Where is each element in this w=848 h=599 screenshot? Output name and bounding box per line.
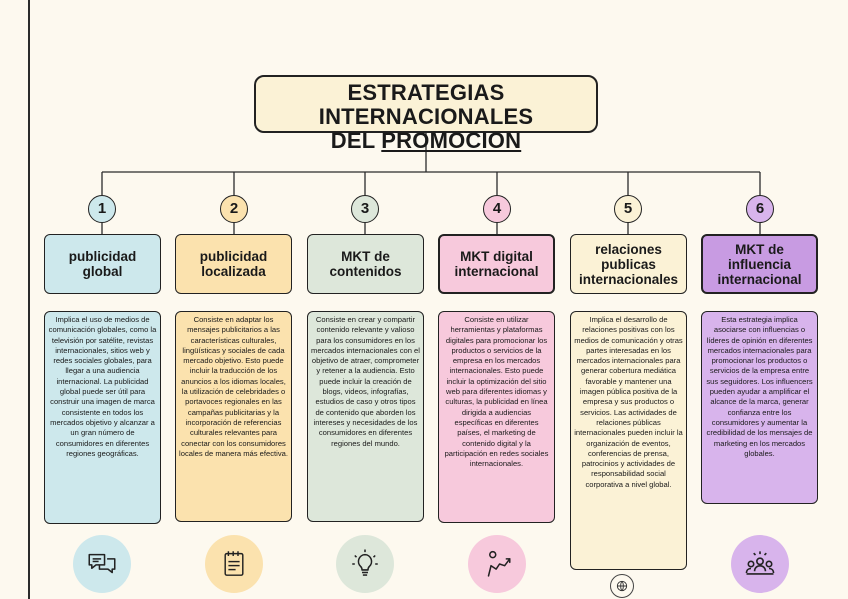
strategy-heading-4: MKT digital internacional: [438, 234, 555, 294]
diagram-title: [254, 75, 598, 153]
small-globe-icon: [610, 574, 634, 598]
strategy-heading-3: MKT de contenidos: [307, 234, 424, 294]
strategy-heading-1: publicidad global: [44, 234, 161, 294]
chat-bubbles-icon: [73, 535, 131, 593]
step-number-3: 3: [351, 195, 379, 223]
title-line-2: [256, 129, 596, 153]
strategy-heading-5: relaciones publicas internacionales: [570, 234, 687, 294]
strategy-description-3: Consiste en crear y compartir contenido relevante y valioso para los consumidores en los mercados internacionales con el objetivo de atraer, comprometer y retener a la audiencia. Esto puede incluir la creación de blogs, videos, infografías, estudios de caso y otros tipos de contenido que aborden los intereses y necesidades de los consumidores en diferentes regiones del mundo.: [307, 311, 424, 522]
step-number-6: 6: [746, 195, 774, 223]
step-number-4: 4: [483, 195, 511, 223]
strategy-heading-6: MKT de influencia internacional: [701, 234, 818, 294]
strategy-description-4: Consiste en utilizar herramientas y plataformas digitales para promocionar los productos o servicios de la empresa en los mercados internacionales. Esto puede incluir la optimización del sitio web para diferentes idiomas y culturas, la publicidad en línea dirigida a audiencias específicas en diferentes países, el marketing de contenido digital y la participación en redes sociales internacionales.: [438, 311, 555, 523]
step-number-5: 5: [614, 195, 642, 223]
notepad-icon: [205, 535, 263, 593]
title-line-2-prefix: DEL: [330, 128, 382, 153]
title-line-1: ESTRATEGIAS INTERNACIONALES: [318, 80, 534, 129]
growth-person-icon: [468, 535, 526, 593]
strategy-heading-2: publicidad localizada: [175, 234, 292, 294]
strategy-description-5: Implica el desarrollo de relaciones positivas con los medios de comunicación y otras partes interesadas en los mercados internacionales para generar cobertura mediática favorable y mantener una imagen pública positiva de la empresa y sus productos o servicios. Las actividades de relaciones públicas internacionales pueden incluir la organización de eventos, conferencias de prensa, patrocinios y actividades de responsabilidad social corporativa a nivel global.: [570, 311, 687, 570]
title-line-2-underlined: PROMOCION: [381, 128, 522, 153]
step-number-2: 2: [220, 195, 248, 223]
lightbulb-icon: [336, 535, 394, 593]
strategy-description-2: Consiste en adaptar los mensajes publicitarios a las características culturales, lingüísticas y sociales de cada mercado objetivo. Esto puede incluir la traducción de los anuncios a los idiomas locales, la utilización de celebridades o portavoces regionales en las campañas publicitarias y la incorporación de referencias culturales relevantes para conectar con los consumidores locales de manera más efectiva.: [175, 311, 292, 522]
strategy-description-6: Esta estrategia implica asociarse con influencias o líderes de opinión en diferentes mercados internacionales para promocionar los productos o servicios de la empresa entre sus seguidores. Los influencers pueden ayudar a amplificar el alcance de la marca, generar confianza entre los consumidores y aumentar la credibilidad de los mensajes de marketing en los mercados globales.: [701, 311, 818, 504]
audience-icon: [731, 535, 789, 593]
step-number-1: 1: [88, 195, 116, 223]
strategy-description-1: Implica el uso de medios de comunicación globales, como la televisión por satélite, revistas internacionales, sitios web y redes sociales globales, para llegar a una audiencia internacional. La publicidad global puede ser útil para construir una imagen de marca consistente en todos los mercados objetivo y alcanzar a un gran número de consumidores en diferentes regiones geográficas.: [44, 311, 161, 524]
left-margin-rule: [28, 0, 30, 599]
